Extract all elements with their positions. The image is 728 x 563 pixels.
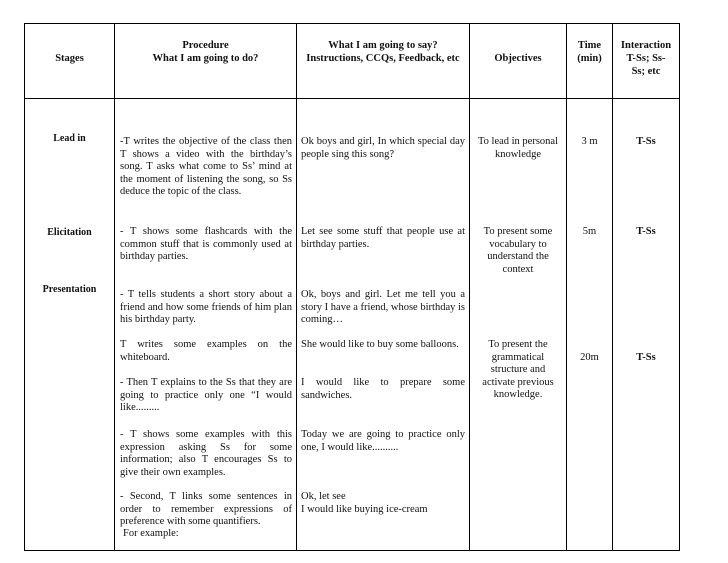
procedure-whiteboard: T writes some examples on the whiteboard. [120,339,292,363]
time-lead-in: 3 m [581,136,598,147]
procedure-lead-in: -T writes the objective of the class then T shows a video with the birthday’s song. T asks what come to Ss’ mind at the moment of listening the song, so Ss deduce the topic of the class. [120,136,292,198]
column-divider [612,23,613,551]
time-presentation: 20m [580,352,599,363]
column-divider [469,23,470,551]
procedure-for-example: For example: [123,528,179,539]
objective-grammar: To present the grammatical structure and activate previous knowledge. [482,339,554,401]
column-divider [114,23,115,551]
stage-presentation: Presentation [42,284,97,295]
say-ok-let-see: Ok, let see [301,491,346,502]
procedure-story: - T tells students a short story about a friend and how some friends of him plan his birthday party. [120,289,292,326]
say-ice-cream: I would like buying ice-cream [301,504,428,515]
interaction-lead-in: T-Ss [636,136,656,147]
header-time: Time (min) [577,40,602,64]
say-story: Ok, boys and girl. Let me tell you a story I have a friend, whose birthday is coming… [301,289,465,326]
stage-elicitation: Elicitation [47,227,92,238]
stage-lead-in: Lead in [53,133,86,144]
say-lead-in: Ok boys and girl, In which special day people sing this song? [301,136,465,160]
procedure-examples: - T shows some examples with this expression asking Ss for some information; also T encourages Ss to give their own examples. [120,429,292,478]
procedure-link-sentences: - Second, T links some sentences in order to remember expressions of preference with some quantifiers. [120,491,292,528]
header-what-to-say: What I am going to say? Instructions, CCQs, Feedback, etc [306,40,460,64]
column-divider [296,23,297,551]
table-bottom-border [24,550,680,551]
objective-lead-in: To lead in personal knowledge [477,136,559,160]
header-interaction: Interaction T-Ss; Ss- Ss; etc [620,40,672,77]
say-sandwiches: I would like to prepare some sandwiches. [301,377,465,401]
procedure-explain: - Then T explains to the Ss that they are going to practice only one “I would like......... [120,377,292,414]
interaction-elicitation: T-Ss [636,226,656,237]
interaction-presentation: T-Ss [636,352,656,363]
header-bottom-border [24,98,680,99]
say-elicitation: Let see some stuff that people use at birthday parties. [301,226,465,250]
time-elicitation: 5m [582,226,597,237]
objective-vocabulary: To present some vocabulary to understand the context [483,226,553,275]
say-practice: Today we are going to practice only one, I would like.......... [301,429,465,453]
header-objectives: Objectives [494,53,542,64]
header-stages: Stages [55,53,84,64]
say-balloons: She would like to buy some balloons. [301,339,459,350]
column-divider [566,23,567,551]
header-procedure: Procedure What I am going to do? [152,40,259,64]
table-right-border [679,23,680,551]
procedure-elicitation: - T shows some flashcards with the common stuff that is commonly used at birthday parties. [120,226,292,263]
table-top-border [24,23,680,24]
